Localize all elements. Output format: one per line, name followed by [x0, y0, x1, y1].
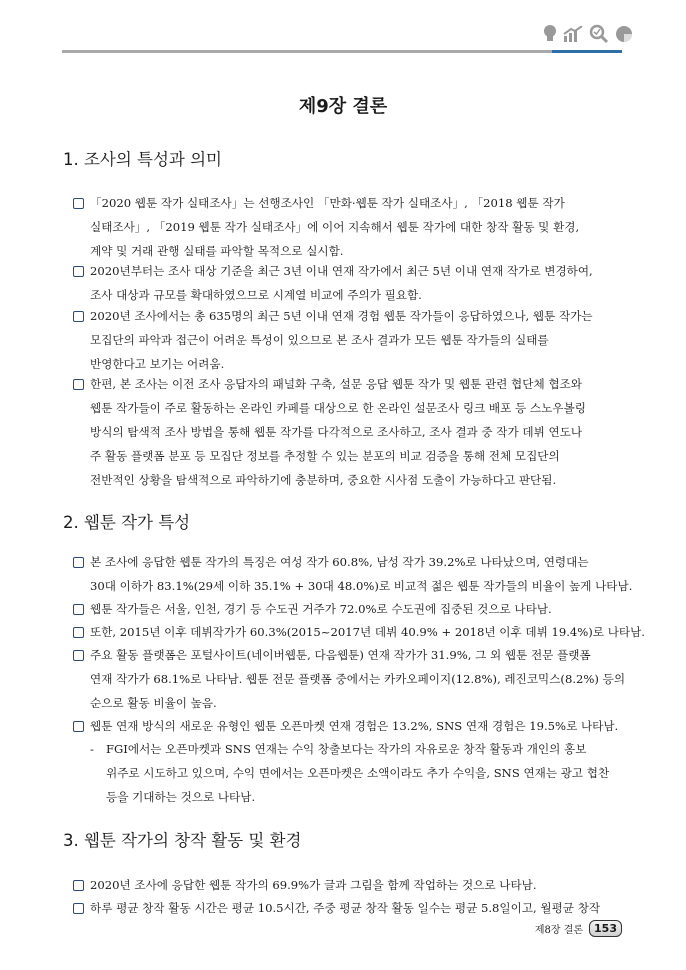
section-heading: 2. 웹툰 작가 특성	[63, 513, 191, 532]
text-line: 30대 이하가 83.1%(29세 이하 35.1% + 30대 48.0%)로 비교적 젊은 웹툰 작가들의 비율이 높게 나타남.	[90, 579, 633, 593]
text-line: 웹툰 작가들은 서울, 인천, 경기 등 수도권 거주가 72.0%로 수도권에 집중된 것으로 나타남.	[90, 602, 552, 616]
text-line: 주 활동 플랫폼 분포 등 모집단 정보를 추정할 수 있는 분포의 비교 검증을 통해 전체 모집단의	[90, 449, 560, 463]
text-line: 등을 기대하는 것으로 나타남.	[106, 790, 256, 804]
footer-chapter: 제8장 결론	[534, 925, 584, 936]
text-line: 웹툰 연재 방식의 새로운 유형인 웹툰 오픈마켓 연재 경험은 13.2%, SNS 연재 경험은 19.5%로 나타남.	[90, 719, 619, 733]
text-line: 한편, 본 조사는 이전 조사 응답자의 패널화 구축, 설문 응답 웹툰 작가 및 웹툰 관련 협단체 협조와	[90, 377, 582, 391]
square-bullet-icon	[73, 627, 84, 638]
page-number: 153	[589, 920, 622, 937]
bullet-paragraph	[73, 191, 633, 263]
section-heading: 3. 웹툰 작가의 창작 활동 및 환경	[63, 831, 302, 850]
bullet-paragraph	[73, 643, 633, 715]
header-rule	[62, 50, 552, 53]
text-line: 계약 및 거래 관행 실태를 파악할 목적으로 실시함.	[90, 244, 344, 258]
square-bullet-icon	[73, 198, 84, 209]
bullet-paragraph	[73, 896, 633, 920]
header-icons	[543, 24, 633, 44]
section-3-body	[73, 873, 633, 919]
text-line: 웹툰 작가들이 주로 활동하는 온라인 카페를 대상으로 한 온라인 설문조사 링크 배포 등 스노우볼링	[90, 401, 586, 415]
bullet-paragraph	[73, 873, 633, 897]
text-line: 순으로 활동 비율이 높음.	[90, 696, 217, 710]
bullet-paragraph	[73, 259, 633, 307]
text-line: 하루 평균 창작 활동 시간은 평균 10.5시간, 주중 평균 창작 활동 일수는 평균 5.8일이고, 월평균 창작	[90, 901, 601, 915]
square-bullet-icon	[73, 266, 84, 277]
text-line: 2020년 조사에서는 총 635명의 최근 5년 이내 연재 경험 웹툰 작가들이 응답하였으나, 웹툰 작가는	[90, 309, 593, 323]
text-line: 모집단의 파악과 접근이 어려운 특성이 있으므로 본 조사 결과가 모든 웹툰 작가들의 실태를	[90, 333, 549, 347]
square-bullet-icon	[73, 311, 84, 322]
dash-subparagraph	[73, 737, 633, 809]
bullet-paragraph	[73, 550, 633, 598]
section-1-body	[73, 191, 633, 491]
bullet-paragraph	[73, 372, 633, 492]
text-line: 2020년부터는 조사 대상 기준을 최근 3년 이내 연재 작가에서 최근 5년 이내 연재 작가로 변경하여,	[90, 264, 593, 278]
bullet-paragraph	[73, 714, 633, 738]
square-bullet-icon	[73, 379, 84, 390]
text-line: 반영한다고 보기는 어려움.	[90, 357, 225, 371]
bullet-paragraph	[73, 597, 633, 621]
text-line: 주요 활동 플랫폼은 포털사이트(네이버웹툰, 다음웹툰) 연재 작가가 31.9%, 그 외 웹툰 전문 플랫폼	[90, 648, 591, 662]
text-line: 「2020 웹툰 작가 실태조사」는 선행조사인 「만화·웹툰 작가 실태조사」, 「2018 웹툰 작가	[90, 196, 565, 210]
text-line: 조사 대상과 규모를 확대하였으므로 시계열 비교에 주의가 필요함.	[90, 288, 422, 302]
page-footer	[535, 920, 622, 937]
square-bullet-icon	[73, 903, 84, 914]
text-line: 본 조사에 응답한 웹툰 작가의 특징은 여성 작가 60.8%, 남성 작가 39.2%로 나타났으며, 연령대는	[90, 555, 589, 569]
text-line: FGI에서는 오픈마켓과 SNS 연재는 수익 창출보다는 작가의 자유로운 창작 활동과 개인의 홍보	[106, 742, 587, 756]
text-line: 연재 작가가 68.1%로 나타남. 웹툰 전문 플랫폼 중에서는 카카오페이지(12.8%), 레진코믹스(8.2%) 등의	[90, 672, 626, 686]
text-line: 실태조사」, 「2019 웹툰 작가 실태조사」에 이어 지속해서 웹툰 작가에 대한 창작 활동 및 환경,	[90, 220, 580, 234]
bullet-paragraph	[73, 304, 633, 376]
bullet-paragraph	[73, 620, 645, 644]
section-2-body	[73, 550, 645, 809]
magnifier-check-icon	[589, 24, 609, 44]
lightbulb-icon	[543, 24, 557, 44]
text-line: 전반적인 상황을 탐색적으로 파악하기에 충분하며, 중요한 시사점 도출이 가능하다고 판단됨.	[90, 473, 557, 487]
text-line: 방식의 탐색적 조사 방법을 통해 웹툰 작가를 다각적으로 조사하고, 조사 결과 중 작가 데뷔 연도나	[90, 425, 583, 439]
text-line: 또한, 2015년 이후 데뷔작가가 60.3%(2015~2017년 데뷔 40.9% + 2018년 이후 데뷔 19.4%)로 나타남.	[90, 625, 645, 639]
section-heading: 1. 조사의 특성과 의미	[63, 150, 222, 169]
growth-chart-icon	[563, 26, 583, 42]
dash-marker: -	[90, 742, 94, 756]
chapter-title: 제9장 결론	[298, 96, 388, 117]
square-bullet-icon	[73, 557, 84, 568]
pie-chart-icon	[615, 25, 633, 43]
square-bullet-icon	[73, 650, 84, 661]
square-bullet-icon	[73, 880, 84, 891]
header-accent-rule	[552, 50, 622, 53]
square-bullet-icon	[73, 604, 84, 615]
text-line: 2020년 조사에 응답한 웹툰 작가의 69.9%가 글과 그림을 함께 작업하는 것으로 나타남.	[90, 878, 537, 892]
square-bullet-icon	[73, 721, 84, 732]
text-line: 위주로 시도하고 있으며, 수익 면에서는 오픈마켓은 소액이라도 추가 수익을, SNS 연재는 광고 협찬	[106, 766, 610, 780]
